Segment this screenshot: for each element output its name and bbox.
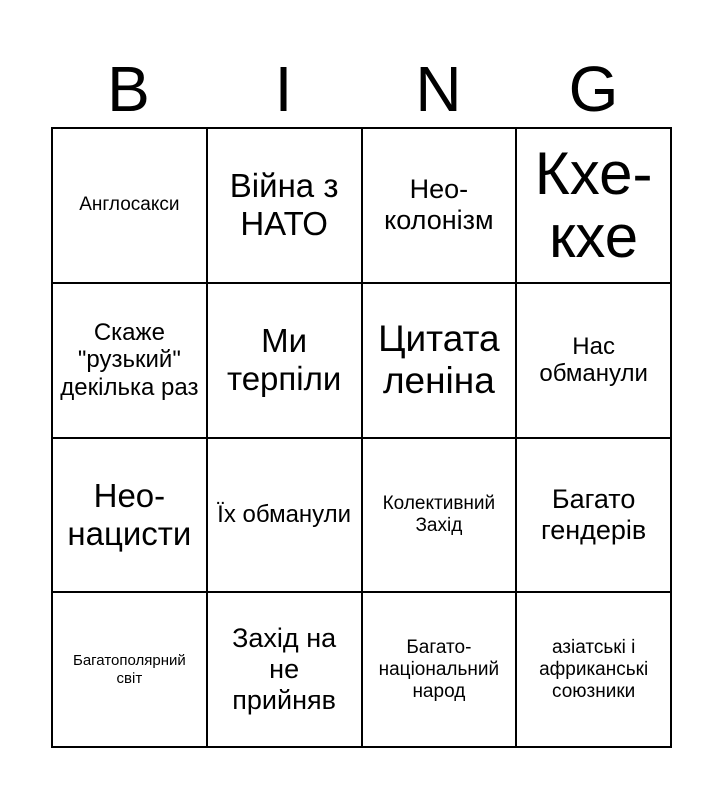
bingo-cell-text: Багато-національний народ: [378, 636, 500, 702]
bingo-cell-r4c3[interactable]: [363, 593, 518, 748]
header-letter-b: B: [107, 53, 150, 125]
bingo-cell-text: Захід на не прийняв: [232, 623, 337, 716]
bingo-cell-r3c3[interactable]: [363, 439, 518, 594]
bingo-cell-r3c2[interactable]: [208, 439, 363, 594]
bingo-cell-text: Кхе-кхе: [534, 140, 653, 271]
bingo-cell-r4c4[interactable]: [517, 593, 672, 748]
bingo-cell-r4c1[interactable]: [53, 593, 208, 748]
bingo-header: [51, 52, 671, 126]
bingo-cell-r1c3[interactable]: [363, 129, 518, 284]
bingo-cell-text: Нео-колонізм: [384, 174, 494, 236]
bingo-cell-text: Багато гендерів: [540, 483, 647, 545]
bingo-cell-text: Нео-нацисти: [67, 476, 192, 552]
bingo-cell-text: Багатополярний світ: [72, 652, 186, 687]
bingo-cell-r2c3[interactable]: [363, 284, 518, 439]
bingo-cell-r2c1[interactable]: [53, 284, 208, 439]
header-letter-n: N: [415, 53, 462, 125]
bingo-cell-text: Англосакси: [79, 194, 180, 216]
bingo-cell-text: Скаже "рузький" декілька раз: [60, 318, 199, 401]
bingo-cell-text: азіатські і африканські союзники: [539, 636, 649, 702]
bingo-board: [51, 127, 672, 748]
bingo-cell-r1c1[interactable]: [53, 129, 208, 284]
bingo-cell-r1c4[interactable]: [517, 129, 672, 284]
bingo-cell-r4c2[interactable]: [208, 593, 363, 748]
bingo-cell-r3c1[interactable]: [53, 439, 208, 594]
bingo-cell-r3c4[interactable]: [517, 439, 672, 594]
bingo-cell-text: Ми терпіли: [226, 322, 342, 398]
bingo-cell-text: Війна з НАТО: [229, 167, 339, 243]
bingo-cell-text: Цитата леніна: [378, 317, 500, 402]
bingo-cell-text: Колективний Захід: [382, 493, 496, 536]
bingo-cell-r2c2[interactable]: [208, 284, 363, 439]
bingo-cell-r2c4[interactable]: [517, 284, 672, 439]
header-letter-i: I: [274, 53, 293, 125]
bingo-cell-r1c2[interactable]: [208, 129, 363, 284]
header-letter-g: G: [568, 53, 619, 125]
bingo-cell-text: Їх обманули: [217, 501, 352, 529]
bingo-cell-text: Нас обманули: [539, 332, 648, 388]
